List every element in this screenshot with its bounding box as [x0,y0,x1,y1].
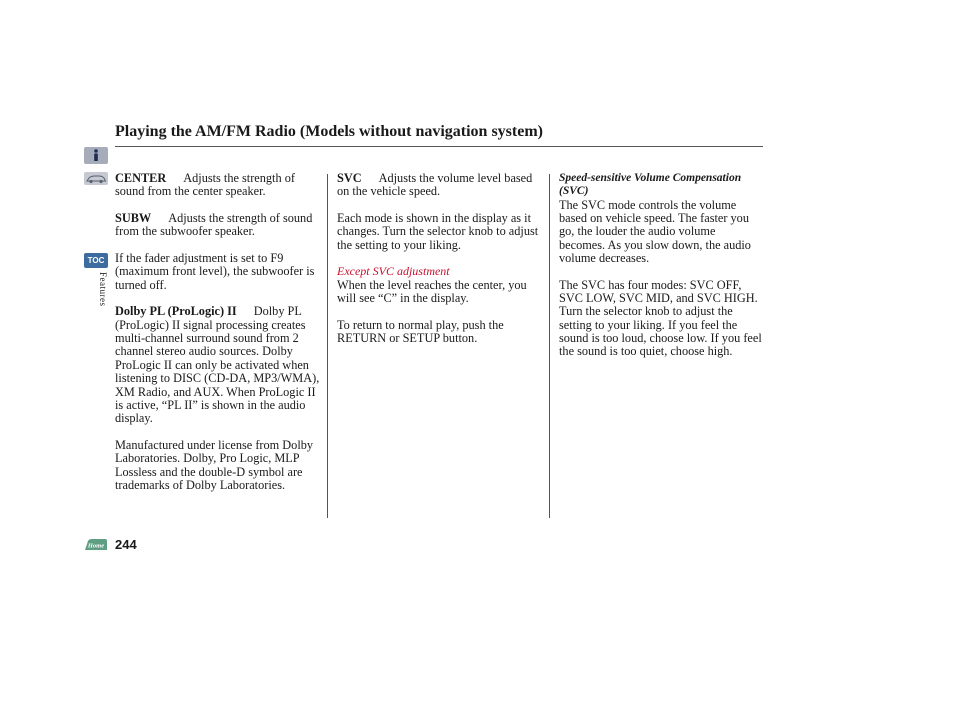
except-svc-note: Except SVC adjustment [337,264,450,279]
home-icon [84,538,108,551]
mode-paragraph: Each mode is shown in the display as it changes. Turn the selector knob to adjust the setting to your liking. [337,211,539,252]
info-icon [91,149,101,162]
toc-button[interactable]: TOC [84,253,108,268]
return-paragraph: To return to normal play, push the RETURN or SETUP button. [337,317,504,346]
center-paragraph [115,172,321,199]
subw-paragraph [115,212,321,239]
subw-term: SUBW [115,211,152,226]
car-icon [84,172,108,185]
fader-paragraph: If the fader adjustment is set to F9 (maximum front level), the subwoofer is turned off. [115,251,315,292]
dolby-term: Dolby PL (ProLogic) II [115,304,237,319]
car-tab[interactable] [84,172,108,185]
svc-heading: Speed-sensitive Volume Compensation (SVC) [559,172,742,198]
home-label: Home [87,542,105,550]
title-divider [115,146,763,147]
column-3 [559,172,763,359]
column-divider-1 [327,174,328,518]
center-term: CENTER [115,171,167,185]
features-section-label: Features [98,272,108,307]
level-center-paragraph: When the level reaches the center, you will see “C” in the display. [337,277,527,306]
subw-description: Adjusts the strength of sound from the subwoofer speaker. [115,211,313,239]
info-tab[interactable] [84,147,108,164]
column-1 [115,172,321,492]
dolby-description: Dolby PL (ProLogic) II signal processing creates multi-channel surround sound from 2 channel stereo audio sources. Dolby ProLogic II can only be activated when listening to DISC (CD-DA, MP3/WMA), XM Radio, and AUX. When ProLogic II is active, “PL II” is shown in the audio display. [115,304,320,426]
page-number: 244 [115,537,137,552]
svc-mode-paragraph: The SVC mode controls the volume based on vehicle speed. The faster you go, the louder the audio volume becomes. As you slow down, the audio volume decreases. [559,197,751,266]
svc-paragraph [337,172,543,199]
column-2 [337,172,543,345]
dolby-paragraph [115,305,321,425]
home-button[interactable] [84,538,108,551]
column-divider-2 [549,174,550,518]
svc-description: Adjusts the volume level based on the vehicle speed. [337,171,533,199]
license-paragraph: Manufactured under license from Dolby Laboratories. Dolby, Pro Logic, MLP Lossless and the double-D symbol are trademarks of Dolby Laboratories. [115,437,314,492]
svc-term: SVC [337,171,362,185]
center-description: Adjusts the strength of sound from the center speaker. [115,171,295,199]
page-title: Playing the AM/FM Radio (Models without navigation system) [115,123,543,140]
svc-levels-paragraph: The SVC has four modes: SVC OFF, SVC LOW, SVC MID, and SVC HIGH. Turn the selector knob to adjust the setting to your liking. If you feel the sound is too loud, choose low. If you feel the sound is too quiet, choose high. [559,277,762,359]
